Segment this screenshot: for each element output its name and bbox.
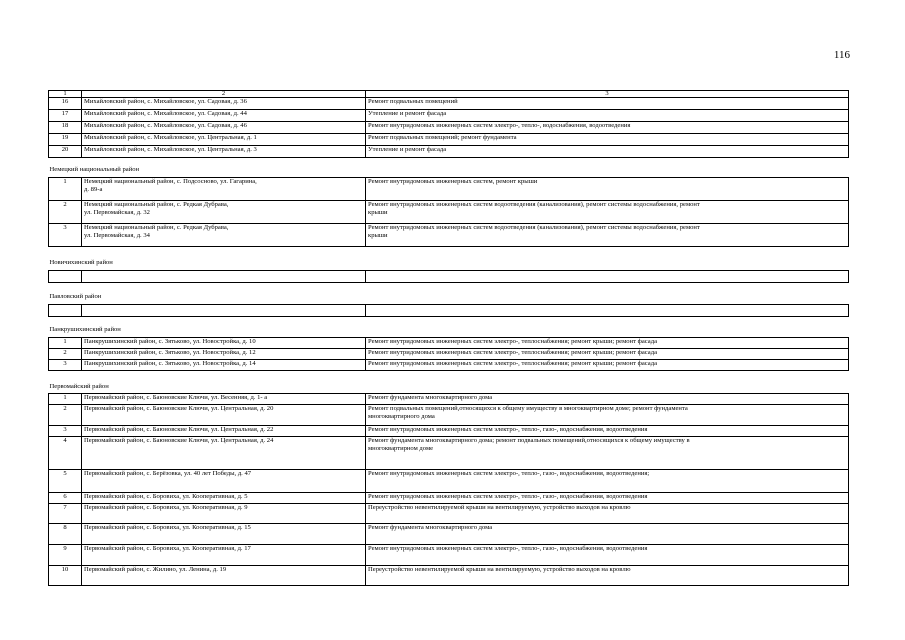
work-line: Ремонт внутридомовых инженерных систем электро-, тепло-, газо-, водоснабжения, водоотведения (368, 493, 648, 500)
address-line: Михайловский район, с. Михайловское, ул. Центральная, д. 1 (84, 134, 257, 141)
address-line: Первомайский район, с. Баюновские Ключи, ул. Центральная, д. 24 (84, 437, 274, 444)
spacer-row (49, 283, 849, 293)
spacer-row (49, 247, 849, 259)
work-line: Ремонт внутридомовых инженерных систем, ремонт крыши (368, 178, 538, 185)
empty-row (49, 271, 849, 283)
row-number: 7 (49, 504, 82, 524)
address-line: Первомайский район, с. Жилино, ул. Ленина, д. 19 (84, 566, 227, 573)
row-number: 16 (49, 98, 82, 110)
row-number: 1 (49, 178, 82, 201)
table-row (49, 110, 849, 122)
table-row (49, 394, 849, 405)
district-title: Павловский район (49, 293, 849, 305)
district-title: Панкрушихинский район (49, 326, 849, 338)
empty-cell (82, 305, 366, 317)
row-number: 3 (49, 426, 82, 437)
spacer-cell (49, 247, 849, 259)
empty-cell (366, 305, 849, 317)
work-cell (366, 545, 849, 566)
row-number: 20 (49, 146, 82, 158)
row-number: 6 (49, 493, 82, 504)
row-number: 4 (49, 437, 82, 470)
address-line: Первомайский район, с. Баюновские Ключи, ул. Центральная, д. 22 (84, 426, 274, 433)
work-cell (366, 146, 849, 158)
row-number: 9 (49, 545, 82, 566)
work-cell (366, 134, 849, 146)
address-line: ул. Первомайская, д. 32 (84, 209, 150, 216)
address-cell (82, 349, 366, 360)
empty-cell (49, 305, 82, 317)
header-row (49, 91, 849, 98)
work-line: Ремонт внутридомовых инженерных систем электро-, теплоснабжения; ремонт крыши; ремонт фасада (368, 338, 658, 345)
spacer-cell (49, 158, 849, 166)
address-cell (82, 338, 366, 349)
work-line: Ремонт фундамента многоквартирного дома; ремонт подвальных помещений,относящихся к общему имуществу в (368, 437, 690, 444)
work-line: Утепление и ремонт фасада (368, 110, 447, 117)
work-line: Ремонт подвальных помещений,относящихся к общему имуществу в многоквартирном доме; ремонт фундамента (368, 405, 688, 412)
row-number: 5 (49, 470, 82, 493)
empty-row (49, 305, 849, 317)
work-line: Ремонт внутридомовых инженерных систем водоотведения (канализования), ремонт системы водоснабжения, ремонт (368, 201, 700, 208)
spacer-row (49, 317, 849, 326)
address-line: Михайловский район, с. Михайловское, ул. Садовая, д. 46 (84, 122, 247, 129)
header-col-1: 1 (49, 91, 82, 98)
table-row (49, 178, 849, 201)
work-cell (366, 524, 849, 545)
table-row (49, 122, 849, 134)
work-line: Переустройство невентилируемой крыши на вентилируемую, устройство выходов на кровлю (368, 566, 631, 573)
empty-cell (82, 271, 366, 283)
table-row (49, 146, 849, 158)
spacer-cell (49, 371, 849, 383)
address-line: ул. Первомайская, д. 34 (84, 232, 150, 239)
spacer-row (49, 371, 849, 383)
address-cell (82, 405, 366, 426)
row-number: 2 (49, 405, 82, 426)
work-cell (366, 566, 849, 586)
address-cell (82, 360, 366, 371)
address-line: Первомайский район, с. Берёзовка, ул. 40 лет Победы, д. 47 (84, 470, 252, 477)
work-line: Ремонт подвальных помещений; ремонт фундамента (368, 134, 517, 141)
work-cell (366, 437, 849, 470)
section-header-row (49, 326, 849, 338)
work-line: Ремонт фундамента многоквартирного дома (368, 394, 493, 401)
work-line: Ремонт внутридомовых инженерных систем электро-, тепло-, газо-, водоснабжения, водоотведения; (368, 470, 650, 477)
address-line: Немецкий национальный район, с. Подсосново, ул. Гагарина, (84, 178, 257, 185)
page-number: 116 (833, 49, 850, 61)
header-col-3: 3 (366, 91, 849, 98)
work-line: Утепление и ремонт фасада (368, 146, 447, 153)
work-cell (366, 122, 849, 134)
table-row (49, 545, 849, 566)
row-number: 3 (49, 224, 82, 247)
section-header-row (49, 259, 849, 271)
address-line: д. 89-а (84, 186, 103, 193)
work-line: Ремонт внутридомовых инженерных систем электро-, тепло-, газо-, водоснабжения, водоотведения (368, 545, 648, 552)
address-cell (82, 122, 366, 134)
spacer-cell (49, 317, 849, 326)
work-cell (366, 338, 849, 349)
address-cell (82, 146, 366, 158)
row-number: 1 (49, 338, 82, 349)
address-cell (82, 437, 366, 470)
address-line: Первомайский район, с. Баюновские Ключи, ул. Центральная, д. 20 (84, 405, 274, 412)
address-cell (82, 224, 366, 247)
district-title: Немецкий национальный район (49, 166, 849, 178)
address-line: Михайловский район, с. Михайловское, ул. Садовая, д. 44 (84, 110, 247, 117)
address-cell (82, 504, 366, 524)
address-line: Панкрушихинский район, с. Зятьково, ул. Новостройка, д. 14 (84, 360, 256, 367)
work-line: многоквартирном доме (368, 445, 434, 452)
address-cell (82, 394, 366, 405)
address-line: Первомайский район, с. Баюновские Ключи, ул. Весенняя, д. 1- а (84, 394, 268, 401)
district-title: Первомайский район (49, 383, 849, 394)
table-row (49, 201, 849, 224)
address-cell (82, 426, 366, 437)
table-row (49, 349, 849, 360)
work-line: Ремонт внутридомовых инженерных систем электро-, тепло-, газо-, водоснабжения, водоотведения (368, 426, 648, 433)
address-cell (82, 566, 366, 586)
address-line: Немецкий национальный район, с. Редкая Дубрава, (84, 201, 229, 208)
work-line: Ремонт внутридомовых инженерных систем водоотведения (канализования), ремонт системы водоснабжения, ремонт (368, 224, 700, 231)
work-cell (366, 360, 849, 371)
work-line: Ремонт внутридомовых инженерных систем электро-, теплоснабжения; ремонт крыши; ремонт фасада (368, 349, 658, 356)
address-line: Первомайский район, с. Боровиха, ул. Кооперативная, д. 5 (84, 493, 248, 500)
empty-cell (366, 271, 849, 283)
address-line: Первомайский район, с. Боровиха, ул. Кооперативная, д. 9 (84, 504, 248, 511)
work-cell (366, 394, 849, 405)
table-row (49, 437, 849, 470)
district-title: Новичихинский район (49, 259, 849, 271)
table-row (49, 338, 849, 349)
empty-cell (49, 271, 82, 283)
row-number: 1 (49, 394, 82, 405)
work-cell (366, 110, 849, 122)
work-cell (366, 504, 849, 524)
work-cell (366, 493, 849, 504)
work-line: крыши (368, 232, 388, 239)
address-line: Панкрушихинский район, с. Зятьково, ул. Новостройка, д. 10 (84, 338, 256, 345)
work-line: Ремонт фундамента многоквартирного дома (368, 524, 493, 531)
row-number: 3 (49, 360, 82, 371)
work-cell (366, 470, 849, 493)
row-number: 19 (49, 134, 82, 146)
table-row (49, 134, 849, 146)
work-line: крыши (368, 209, 388, 216)
table-row (49, 493, 849, 504)
repair-registry-table (48, 90, 849, 586)
table-row (49, 405, 849, 426)
address-cell (82, 493, 366, 504)
work-line: Ремонт внутридомовых инженерных систем электро-, тепло-, водоснабжения, водоотведения (368, 122, 631, 129)
address-line: Панкрушихинский район, с. Зятьково, ул. Новостройка, д. 12 (84, 349, 256, 356)
work-line: Ремонт внутридомовых инженерных систем электро-, теплоснабжения; ремонт крыши; ремонт фасада (368, 360, 658, 367)
address-cell (82, 524, 366, 545)
row-number: 10 (49, 566, 82, 586)
work-line: многоквартирного дома (368, 413, 435, 420)
work-cell (366, 349, 849, 360)
work-line: Переустройство невентилируемой крыши на вентилируемую, устройство выходов на кровлю (368, 504, 631, 511)
section-header-row (49, 383, 849, 394)
table-row (49, 524, 849, 545)
header-col-2: 2 (82, 91, 366, 98)
spacer-row (49, 158, 849, 166)
table-body (49, 91, 849, 586)
address-cell (82, 98, 366, 110)
address-line: Первомайский район, с. Боровиха, ул. Кооперативная, д. 15 (84, 524, 251, 531)
table-row (49, 470, 849, 493)
work-cell (366, 224, 849, 247)
work-cell (366, 98, 849, 110)
row-number: 2 (49, 349, 82, 360)
row-number: 2 (49, 201, 82, 224)
work-cell (366, 201, 849, 224)
address-cell (82, 110, 366, 122)
address-cell (82, 134, 366, 146)
address-cell (82, 201, 366, 224)
work-cell (366, 426, 849, 437)
address-line: Немецкий национальный район, с. Редкая Дубрава, (84, 224, 229, 231)
table-row (49, 224, 849, 247)
table-row (49, 98, 849, 110)
spacer-cell (49, 283, 849, 293)
table-row (49, 566, 849, 586)
table-row (49, 426, 849, 437)
address-line: Михайловский район, с. Михайловское, ул. Центральная, д. 3 (84, 146, 257, 153)
work-cell (366, 178, 849, 201)
table-row (49, 360, 849, 371)
address-cell (82, 545, 366, 566)
work-cell (366, 405, 849, 426)
address-line: Первомайский район, с. Боровиха, ул. Кооперативная, д. 17 (84, 545, 251, 552)
address-cell (82, 178, 366, 201)
row-number: 8 (49, 524, 82, 545)
work-line: Ремонт подвальных помещений (368, 98, 458, 105)
table-row (49, 504, 849, 524)
row-number: 18 (49, 122, 82, 134)
address-line: Михайловский район, с. Михайловское, ул. Садовая, д. 36 (84, 98, 247, 105)
section-header-row (49, 293, 849, 305)
address-cell (82, 470, 366, 493)
section-header-row (49, 166, 849, 178)
row-number: 17 (49, 110, 82, 122)
